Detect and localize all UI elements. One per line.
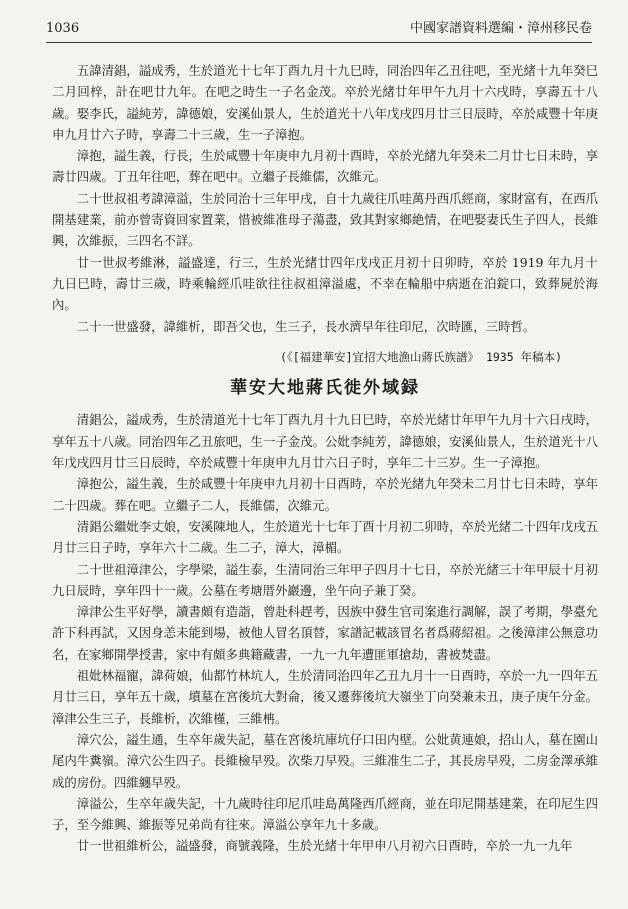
section-migration-record bbox=[52, 409, 598, 856]
paragraph: 廿一世祖維析公，謚盛發，商號義隆，生於光緒十年甲申八月初六日酉時，卒於一九一九年 bbox=[76, 838, 573, 854]
book-title: 中國家譜資料選編・漳州移民卷 bbox=[409, 21, 592, 36]
paragraph: 清錩公，謚成秀，生於清道光十七年丁酉九月十九日巳時，卒於光緒廿年甲午九月十六日戌時，享年五十八歲。同治四年乙丑旅吧，生一子金茂。公妣李純芳，諱德娘，安溪仙景人，生於道光十八年戊戌四月廿三日辰時，卒於咸豐十年庚申九月廿六日子时，享年二十三岁。生一子漳抱。 bbox=[52, 412, 598, 471]
header-rule bbox=[46, 42, 592, 43]
paragraph: 漳抱公，謚生義，生於咸豐十年庚申九月初十日酉時，卒於光緒九年癸未二月廿七日未時，享年二十四歲。葬在吧。立繼子二人，長維儒，次維元。 bbox=[52, 476, 598, 513]
paragraph: 廿一世叔考維淋，謚盛達，行三，生於光緒廿四年戊戌正月初十日卯時，卒於 1919 年九月十九日巳時，壽廿三歲，時乘輪經爪哇欲往往叔祖漳溢處，不幸在輪船中病逝在泊錠口，致葬屍於海內。 bbox=[52, 254, 598, 313]
paragraph: 五諱清錩，謚成秀，生於道光十七年丁酉九月十九巳時，同治四年乙丑往吧，至光緒十九年癸巳二月回梓，計在吧廿九年。在吧之時生一子名金茂。卒於光緒廿年甲午九月十六戌時，享壽五十八歲。娶李氏，謚純芳，諱德娘，安溪仙景人，生於道光十八年戊戌四月廿三日辰時，卒於咸豐十年庚申九月廿六子時，享壽二十三歲，生一子漳抱。 bbox=[52, 63, 598, 142]
section-genealogy-record bbox=[52, 60, 598, 368]
paragraph: 漳穴公，謚生通，生卒年歲失記，墓在宮後坑庫坑仔口田内壁。公妣黄連娘，招山人，墓在園山尾内牛糞嶺。漳穴公生四子。長維檢早殁。次柴刀早殁。三維准生二子，其長房早殁，二房金澤承維成的房份。四維纏早殁。 bbox=[52, 731, 598, 790]
paragraph: 漳溢公，生卒年歲失記，十九歲時往印尼爪哇島萬隆西爪經商，並在印尼開基建業，在印尼生四子，至今維興、維振等兄弟尚有往來。漳溢公享年九十多歲。 bbox=[52, 795, 598, 833]
paragraph: 漳津公生平好學，讀書頗有造詣，曾赴科趕考，因族中發生官司案進行調解，誤了考期，學臺允許下科再試，又因身恙未能到場，被他人冒名頂替，家譜記載該冒名者爲蔣紹祖。之後漳津公無意功名，在家鄉開學授書，家中有頗多典籍藏書，一九一九年遭匪軍搶劫，書被焚盡。 bbox=[52, 604, 598, 662]
page-header bbox=[46, 12, 592, 36]
page-body bbox=[52, 60, 598, 857]
source-citation: (《[福建華安]宜招大地漁山蔣氏族譜》 1935 年稿本) bbox=[280, 349, 562, 364]
section-title: 華安大地蔣氏徙外域録 bbox=[230, 378, 420, 399]
page-number: 1036 bbox=[46, 21, 80, 36]
paragraph: 漳抱，謚生義，行長，生於咸豐十年庚申九月初十酉時，卒於光緒九年癸未二月廿七日未時，享壽廿四歲。丁丑年往吧，葬在吧中。立繼子長維儒，次維元。 bbox=[52, 148, 598, 185]
paragraph: 二十世祖漳津公，字學梁，謚生泰，生清同治三年甲子四月十七日，卒於光緒三十年甲辰十月初九日辰時，享年四十一歲。公墓在考塘厝外巖邊，坐午向子兼丁癸。 bbox=[52, 561, 598, 598]
paragraph: 二十世叔祖考諱漳溢，生於同治十三年甲戌，自十九歲往爪哇萬丹西爪經商，家財富有，在西爪開基建業，前亦曾寄資回家置業，惜被維准母子蕩盡，致其對家鄉絶情，在吧娶妻氏生子四人，長維興，次維振，三四名不詳。 bbox=[52, 190, 598, 249]
paragraph: 清錩公繼妣李丈娘，安溪陳地人，生於道光十七年丁酉十月初二卯時，卒於光緒二十四年戊戌五月廿三日子時，享年六十二歲。生二子，漳大，漳楣。 bbox=[52, 518, 598, 556]
paragraph: 二十一世盛發，諱維析，即吾父也，生三子，長水濟早年往印尼，次時匯，三時哲。 bbox=[76, 318, 536, 334]
paragraph: 祖妣林福寵，諱荷娘，仙都竹林坑人，生於清同治四年乙丑九月十一日酉時，卒於一九一四年五月廿三日，享年五十歲，墳墓在宮後坑大對侖，後又遷葬後坑大嶺坐丁向癸兼未丑，庚子庚午分金。漳津公生三子，長維析，次維槿，三維柟。 bbox=[52, 668, 598, 726]
